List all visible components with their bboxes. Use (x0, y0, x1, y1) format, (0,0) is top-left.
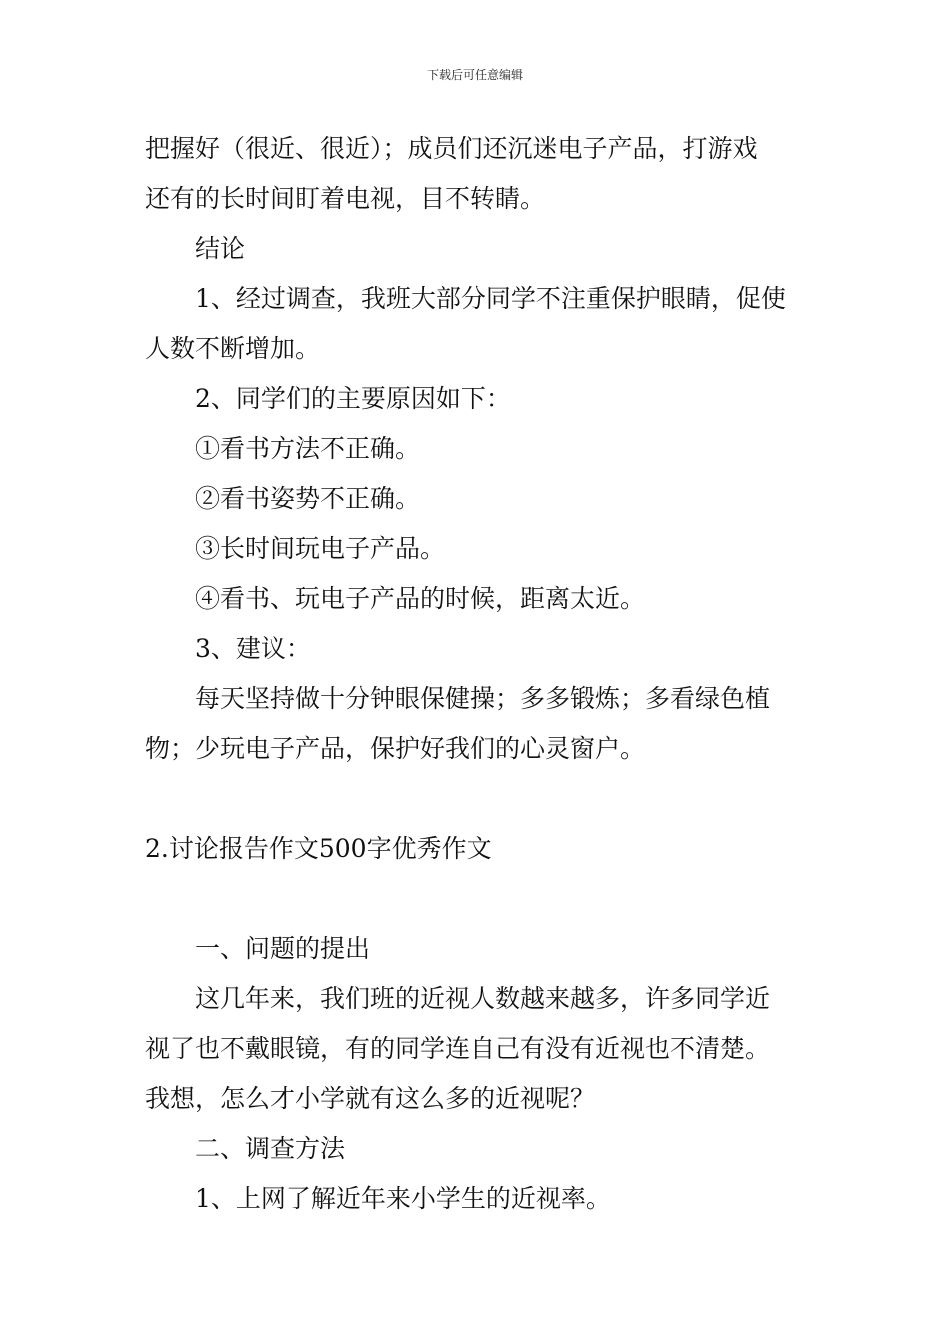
section-heading-conclusion: 结论 (195, 234, 246, 263)
section-title: 2.讨论报告作文500字优秀作文 (145, 834, 492, 863)
list-item: ②看书姿势不正确。 (195, 484, 421, 513)
paragraph-line: 还有的长时间盯着电视，目不转睛。 (145, 184, 546, 213)
paragraph-line: 我想，怎么才小学就有这么多的近视呢？ (145, 1084, 596, 1113)
spacer (145, 874, 810, 924)
paragraph-line: 这几年来，我们班的近视人数越来越多，许多同学近 (195, 984, 771, 1013)
list-item: ④看书、玩电子产品的时候，距离太近。 (195, 584, 646, 613)
spacer (145, 774, 810, 824)
paragraph-line: 2、同学们的主要原因如下： (195, 384, 511, 413)
paragraph-line: 物；少玩电子产品，保护好我们的心灵窗户。 (145, 734, 646, 763)
section-heading: 一、问题的提出 (195, 934, 371, 963)
list-item: ③长时间玩电子产品。 (195, 534, 446, 563)
list-item: ①看书方法不正确。 (195, 434, 421, 463)
page-header: 下载后可任意编辑 (426, 68, 523, 82)
paragraph-line: 1、经过调查，我班大部分同学不注重保护眼睛，促使 (195, 284, 786, 313)
paragraph-line: 把握好（很近、很近）；成员们还沉迷电子产品，打游戏 (145, 134, 758, 163)
section-heading: 二、调查方法 (195, 1134, 346, 1163)
paragraph-line: 视了也不戴眼镜，有的同学连自己有没有近视也不清楚。 (145, 1034, 771, 1063)
paragraph-line: 人数不断增加。 (145, 334, 321, 363)
paragraph-line: 1、上网了解近年来小学生的近视率。 (195, 1184, 611, 1213)
paragraph-line: 3、建议： (195, 634, 311, 663)
paragraph-line: 每天坚持做十分钟眼保健操；多多锻炼；多看绿色植 (195, 684, 771, 713)
document-body (145, 124, 810, 1224)
